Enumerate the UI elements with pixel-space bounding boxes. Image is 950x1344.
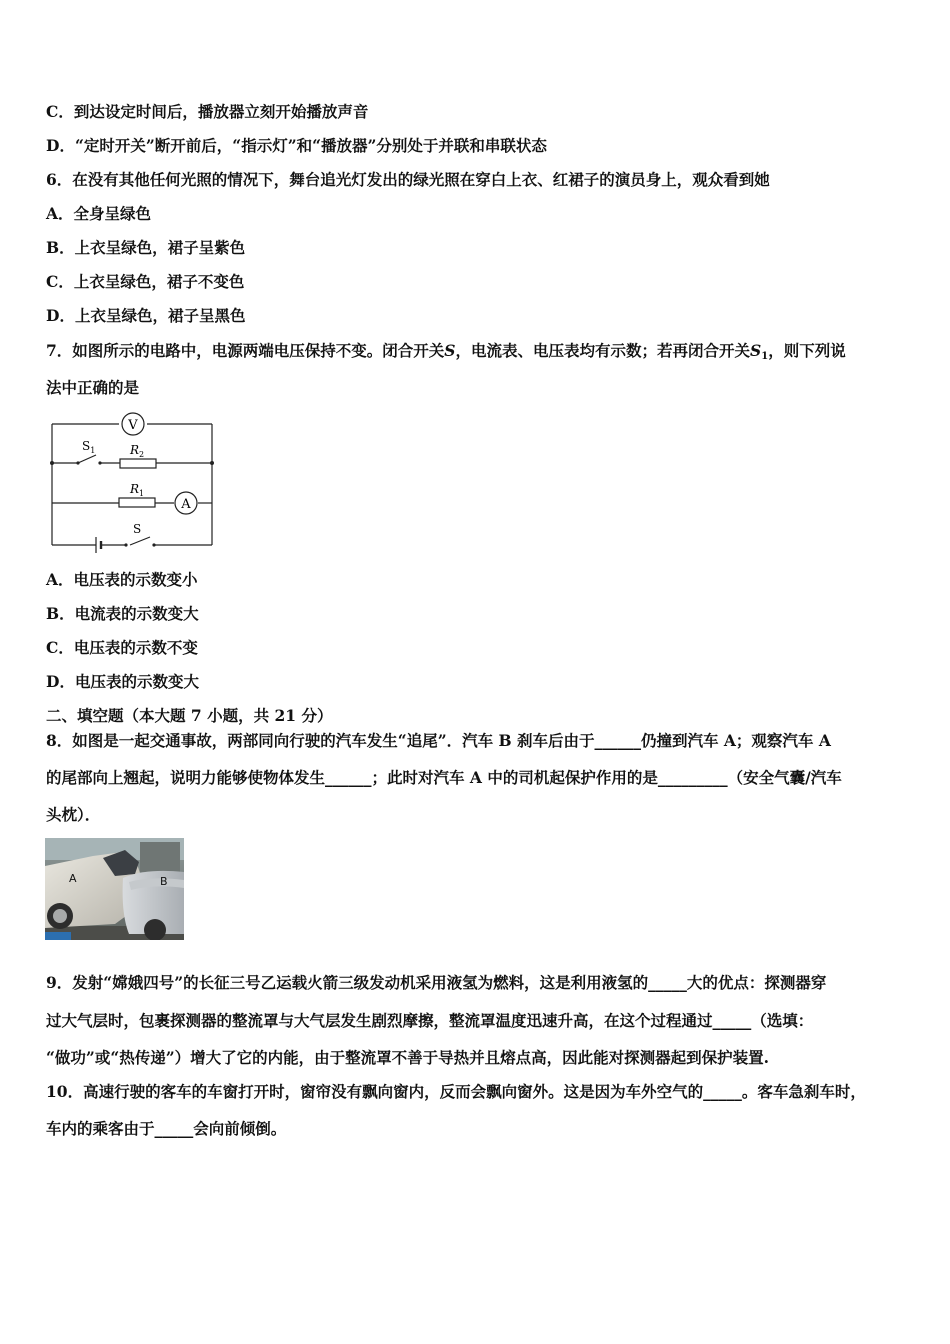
q9-line3: “做功”或“热传递”）增大了它的内能，由于整流罩不善于导热并且熔点高，因此能对探测器起到保护装置.: [46, 1048, 770, 1067]
accident-photo: [45, 838, 184, 940]
switch-s1-letter: S: [82, 439, 91, 453]
q7-option-b: B．电流表的示数变大: [46, 604, 199, 623]
q9-line2: 过大气层时，包裹探测器的整流罩与大气层发生剧烈摩擦，整流罩温度迅速升高，在这个过程通过_____（选填：: [46, 1011, 814, 1030]
resistor-r1-letter: R: [130, 482, 140, 496]
q7-stem-part-c: ，则下列说: [768, 341, 846, 360]
q7-stem-line2: 法中正确的是: [46, 378, 140, 397]
q7-option-a: A．电压表的示数变小: [46, 570, 198, 589]
photo-label-a: A: [69, 872, 77, 885]
q10-line1: 10．高速行驶的客车的车窗打开时，窗帘没有飘向窗内，反而会飘向窗外。这是因为车外空气的_____。客车急刹车时，: [46, 1082, 866, 1101]
q7-option-d: D．电压表的示数变大: [46, 672, 199, 691]
q7-stem-part-b: ，电流表、电压表均有示数；若再闭合开关: [455, 341, 751, 360]
q10-line2: 车内的乘客由于_____会向前倾倒。: [46, 1119, 287, 1138]
circuit-diagram: [44, 410, 222, 558]
q7-switch-s1-sub: 1: [761, 351, 769, 362]
q6-stem: 6．在没有其他任何光照的情况下，舞台追光灯发出的绿光照在穿白上衣、红裙子的演员身上，观众看到她: [46, 170, 770, 189]
switch-s1-subscript: 1: [90, 446, 96, 455]
resistor-r2-letter: R: [130, 443, 140, 457]
q5-option-d: D．“定时开关”断开前后，“指示灯”和“播放器”分别处于并联和串联状态: [46, 136, 547, 155]
q6-option-c: C．上衣呈绿色，裙子不变色: [46, 272, 245, 291]
photo-label-b: B: [160, 875, 168, 888]
q7-stem-part-a: 7．如图所示的电路中，电源两端电压保持不变。闭合开关: [46, 341, 445, 360]
resistor-r1-subscript: 1: [139, 489, 145, 498]
q7-switch-s1: S: [750, 341, 762, 360]
q7-stem: [46, 341, 846, 367]
switch-s-label: S: [133, 522, 142, 536]
q5-option-c: C．到达设定时间后，播放器立刻开始播放声音: [46, 102, 369, 121]
resistor-r2-label: [129, 443, 144, 459]
q7-option-c: C．电压表的示数不变: [46, 638, 198, 657]
q6-option-b: B．上衣呈绿色，裙子呈紫色: [46, 238, 246, 257]
q6-option-d: D．上衣呈绿色，裙子呈黑色: [46, 306, 246, 325]
section-heading: 二、填空题（本大题 7 小题，共 21 分）: [46, 706, 333, 725]
switch-s1-label: [82, 439, 95, 455]
q6-option-a: A．全身呈绿色: [46, 204, 152, 223]
q7-switch-s: S: [444, 341, 456, 360]
q8-line3: 头枕）．: [46, 805, 101, 824]
ammeter-label: A: [181, 497, 191, 512]
q8-line1: 8．如图是一起交通事故，两部同向行驶的汽车发生“追尾”．汽车 B 刹车后由于______仍撞到汽车 A；观察汽车 A: [46, 731, 831, 750]
resistor-r1-label: [129, 482, 144, 498]
q8-line2: 的尾部向上翘起，说明力能够使物体发生______；此时对汽车 A 中的司机起保护作用的是_________（安全气囊/汽车: [46, 768, 842, 787]
voltmeter-label: V: [128, 418, 138, 433]
q9-line1: 9．发射“嫦娥四号”的长征三号乙运载火箭三级发动机采用液氢为燃料，这是利用液氢的_____大的优点：探测器穿: [46, 973, 827, 992]
resistor-r2-subscript: 2: [139, 450, 145, 459]
